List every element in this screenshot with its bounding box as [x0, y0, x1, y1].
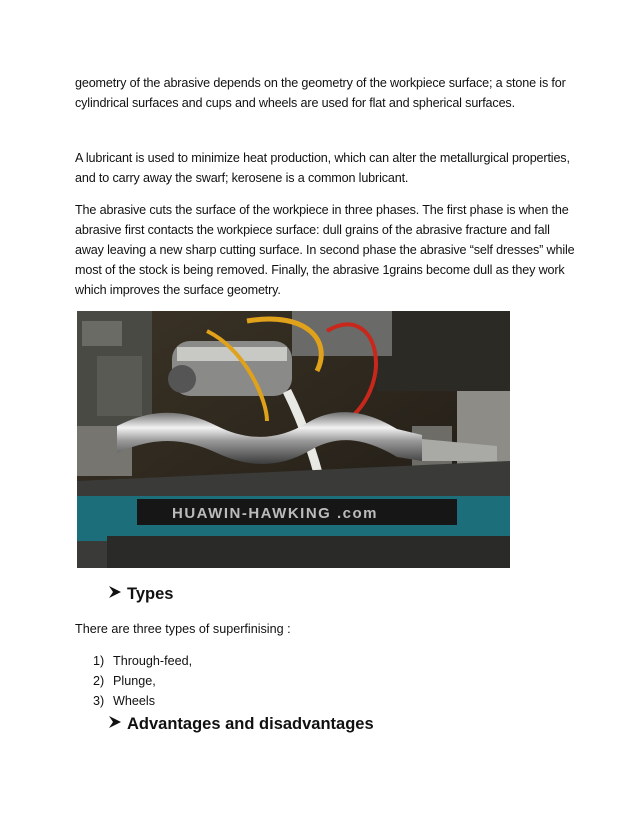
paragraph-phases: The abrasive cuts the surface of the workpiece in three phases. The first phase is when the abrasive first contacts the workpiece surface: dull grains of the abrasive fracture and fall away leaving a new sharp cutting surface. In second phase the abrasive “self dresses” while most of the stock is being removed. Finally, the abrasive 1grains become dull as they work which improves the surface geometry.	[75, 203, 575, 297]
list-item-label: Plunge,	[113, 674, 156, 688]
arrowhead-bullet-icon	[108, 715, 122, 734]
list-item-label: Wheels	[113, 694, 155, 708]
list-item	[93, 691, 192, 711]
types-list	[93, 651, 192, 711]
types-intro: There are three types of superfinising :	[75, 622, 291, 636]
photo-watermark: HUAWIN-HAWKING .com	[172, 505, 378, 522]
list-item-number: 3)	[93, 694, 105, 708]
paragraph-geometry: geometry of the abrasive depends on the geometry of the workpiece surface; a stone is for cylindrical surfaces and cups and wheels are used for flat and spherical surfaces.	[75, 76, 566, 110]
types-heading-text: Types	[127, 585, 174, 603]
list-item-number: 2)	[93, 674, 105, 688]
types-heading	[108, 585, 173, 604]
superfinishing-machine-photo	[77, 311, 510, 568]
paragraph-lubricant: A lubricant is used to minimize heat production, which can alter the metallurgical properties, and to carry away the swarf; kerosene is a common lubricant.	[75, 151, 570, 185]
list-item-label: Through-feed,	[113, 654, 193, 668]
list-item-number: 1)	[93, 654, 105, 668]
machine-illustration	[77, 311, 510, 568]
arrowhead-bullet-icon	[108, 585, 122, 604]
advantages-heading-text: Advantages and disadvantages	[127, 715, 374, 733]
list-item	[93, 671, 192, 691]
advantages-heading	[108, 715, 374, 734]
list-item	[93, 651, 192, 671]
